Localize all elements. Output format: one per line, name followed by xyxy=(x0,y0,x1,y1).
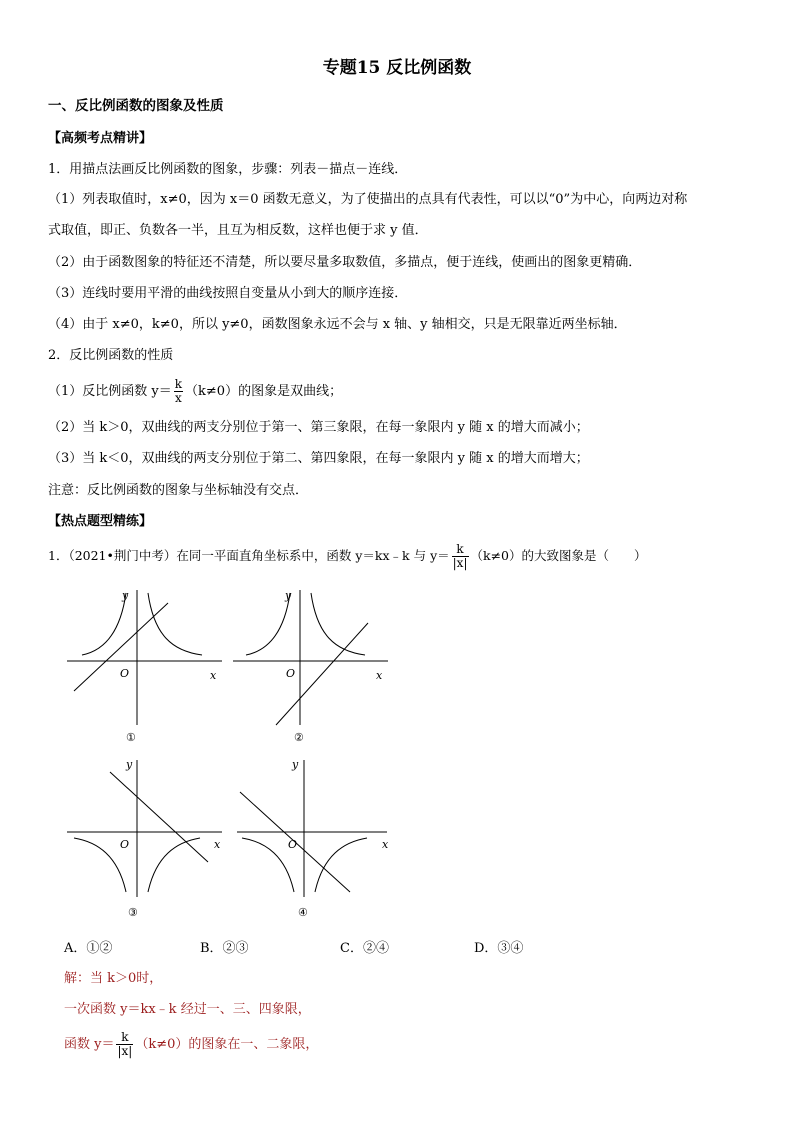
x-axis-label: x xyxy=(210,669,217,682)
page-title: 专题15 反比例函数 xyxy=(322,58,472,78)
solution-line-2: 一次函数 y＝kx﹣k 经过一、三、四象限， xyxy=(64,1002,311,1017)
paragraph-1-1a: （1）列表取值时，x≠0，因为 x＝0 函数无意义，为了使描出的点具有代表性，可以以“0”为中心，向两边对称 xyxy=(48,192,688,207)
fraction-numerator: k xyxy=(116,1031,133,1045)
origin-label: O xyxy=(120,838,130,851)
y-axis-label: y xyxy=(126,758,133,771)
x-axis-label: x xyxy=(214,838,221,851)
hyperbola-branch-right xyxy=(311,593,365,655)
paragraph-2: 2．反比例函数的性质 xyxy=(48,348,174,363)
paragraph-1-3: （3）连线时要用平滑的曲线按照自变量从小到大的顺序连接． xyxy=(48,286,408,301)
key-points-heading: 【高频考点精讲】 xyxy=(48,131,153,146)
paragraph-1-4: （4）由于 x≠0，k≠0，所以 y≠0，函数图象永远不会与 x 轴、y 轴相交，只是无限靠近两坐标轴． xyxy=(48,317,627,332)
fraction-denominator: |x| xyxy=(117,1044,133,1058)
fraction-k-over-abs-x xyxy=(116,1031,133,1058)
note: 注意：反比例函数的图象与坐标轴没有交点． xyxy=(48,483,309,498)
y-axis-label: y xyxy=(122,589,129,602)
solution-line-3-pre: 函数 y＝ xyxy=(64,1037,115,1052)
graph-2 xyxy=(228,585,398,750)
question-1 xyxy=(48,541,647,571)
x-axis-label: x xyxy=(382,838,389,851)
hyperbola-branch-right xyxy=(148,593,202,655)
solution-line-3 xyxy=(64,1030,318,1060)
option-b[interactable]: B．②③ xyxy=(200,941,249,956)
graph-1 xyxy=(62,585,232,750)
paragraph-2-3: （3）当 k＜0，双曲线的两支分别位于第二、第四象限，在每一象限内 y 随 x 的增大而增大； xyxy=(48,451,589,466)
graph-label: ④ xyxy=(298,906,308,919)
y-axis-label: y xyxy=(285,589,292,602)
fraction-denominator: |x| xyxy=(452,556,468,570)
y-axis-label: y xyxy=(292,758,299,771)
paragraph-1: 1．用描点法画反比例函数的图象，步骤：列表－描点－连线． xyxy=(48,162,408,177)
paragraph-2-1-pre: （1）反比例函数 y＝ xyxy=(48,384,172,399)
paragraph-1-2: （2）由于函数图象的特征还不清楚，所以要尽量多取数值，多描点，便于连线，使画出的图象更精确． xyxy=(48,255,642,270)
option-a[interactable]: A．①② xyxy=(64,941,113,956)
x-axis-label: x xyxy=(376,669,383,682)
paragraph-2-1 xyxy=(48,378,342,406)
fraction-k-over-abs-x xyxy=(452,543,469,570)
paragraph-2-2: （2）当 k＞0，双曲线的两支分别位于第一、第三象限，在每一象限内 y 随 x 的增大而减小； xyxy=(48,420,589,435)
fraction-k-over-x xyxy=(174,378,183,405)
graph-label: ② xyxy=(294,731,304,744)
solution-line-1: 解：当 k＞0时， xyxy=(64,971,163,986)
paragraph-1-1b: 式取值，即正、负数各一半，且互为相反数，这样也便于求 y 值． xyxy=(48,223,428,238)
hyperbola-branch-left xyxy=(82,593,126,655)
hyperbola-branch-left xyxy=(74,838,126,892)
fraction-numerator: k xyxy=(174,377,183,391)
hyperbola-branch-left xyxy=(242,838,294,892)
section-heading: 一、反比例函数的图象及性质 xyxy=(48,98,224,114)
solution-line-3-post: （k≠0）的图象在一、二象限， xyxy=(135,1037,319,1052)
question-1-post: （k≠0）的大致图象是（ ） xyxy=(470,548,647,563)
origin-label: O xyxy=(286,667,296,680)
fraction-numerator: k xyxy=(452,543,469,557)
graph-4 xyxy=(232,752,402,922)
hyperbola-branch-right xyxy=(148,838,200,892)
fraction-denominator: x xyxy=(175,391,182,405)
option-d[interactable]: D．③④ xyxy=(474,941,524,956)
practice-heading: 【热点题型精练】 xyxy=(48,514,153,529)
origin-label: O xyxy=(120,667,130,680)
hyperbola-branch-left xyxy=(246,593,290,655)
graph-label: ① xyxy=(126,731,136,744)
question-1-pre: 1．（2021•荆门中考）在同一平面直角坐标系中，函数 y＝kx﹣k 与 y＝ xyxy=(48,548,450,563)
option-c[interactable]: C．②④ xyxy=(340,941,389,956)
graph-3 xyxy=(62,752,232,922)
graph-label: ③ xyxy=(128,906,138,919)
origin-label: O xyxy=(288,838,298,851)
paragraph-2-1-post: （k≠0）的图象是双曲线； xyxy=(185,384,343,399)
